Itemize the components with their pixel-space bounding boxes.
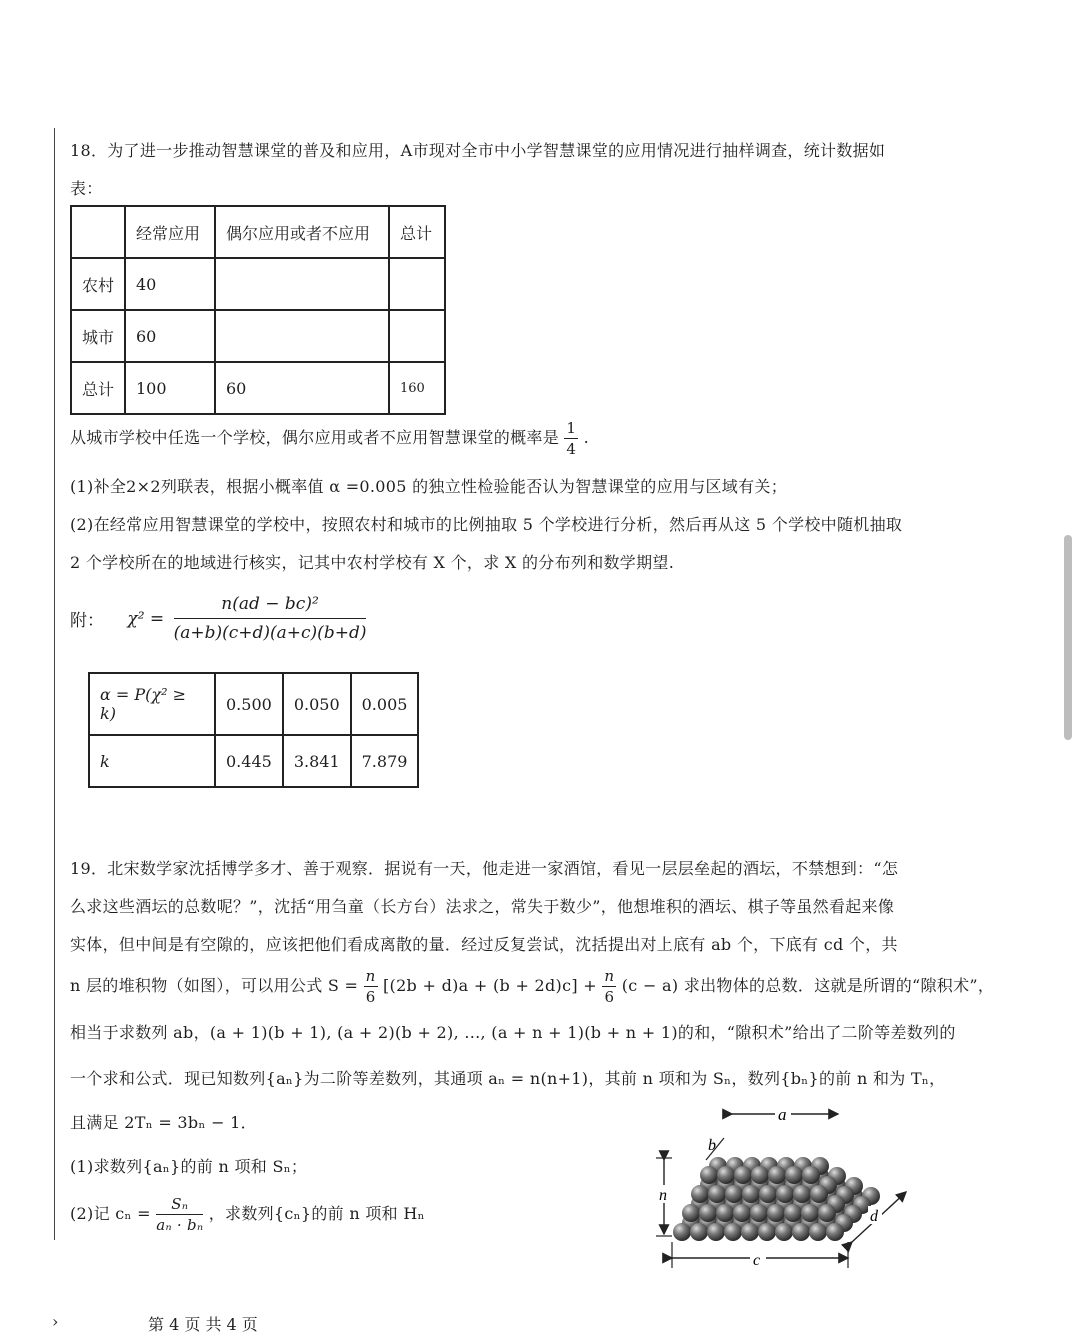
part2-fraction bbox=[156, 1194, 203, 1235]
table-cell bbox=[389, 258, 445, 310]
table-cell: 0.005 bbox=[351, 673, 419, 735]
sphere bbox=[785, 1166, 803, 1184]
sphere bbox=[776, 1185, 794, 1203]
label-b: b bbox=[708, 1137, 716, 1154]
formula-text: [(2b + d)a + (b + 2d)c] + bbox=[382, 976, 597, 995]
contingency-table bbox=[70, 205, 446, 415]
chi-square-lhs: χ² = bbox=[127, 608, 165, 629]
sphere bbox=[818, 1204, 836, 1222]
q19-line-5: 相当于求数列 ab，(a + 1)(b + 1), (a + 2)(b + 2), ..., (a + n + 1)(b + n + 1)的和，“隙积术”给出了二阶等差数列的 bbox=[70, 1023, 956, 1042]
footer-left-mark: › bbox=[52, 1312, 59, 1331]
q19-part-1: (1)求数列{aₙ}的前 n 项和 Sₙ； bbox=[70, 1157, 308, 1176]
sphere-pile bbox=[673, 1157, 880, 1241]
table-cell: 60 bbox=[125, 310, 215, 362]
sphere bbox=[682, 1204, 700, 1222]
q19-line-6: 一个求和公式．现已知数列{aₙ}为二阶等差数列，其通项 aₙ = n(n+1)，其前 n 项和为 Sₙ，数列{bₙ}的前 n 和为 Tₙ， bbox=[70, 1069, 946, 1088]
table-cell: 60 bbox=[215, 362, 389, 414]
sphere bbox=[734, 1166, 752, 1184]
sphere bbox=[691, 1185, 709, 1203]
sphere bbox=[767, 1204, 785, 1222]
q19-line-2: 么求这些酒坛的总数呢？”，沈括“用刍童（长方台）法求之，常失于数少”，他想堆积的酒坛、棋子等虽然看起来像 bbox=[70, 897, 895, 916]
table-cell bbox=[389, 310, 445, 362]
sphere bbox=[768, 1166, 786, 1184]
sphere bbox=[802, 1166, 820, 1184]
sphere bbox=[707, 1223, 725, 1241]
q18-line-2: 表： bbox=[70, 179, 103, 198]
formula-fraction-1 bbox=[364, 966, 378, 1007]
sphere bbox=[724, 1223, 742, 1241]
part2-text: (2)记 cₙ = bbox=[70, 1204, 151, 1223]
table-cell: k bbox=[89, 735, 215, 787]
sphere bbox=[793, 1185, 811, 1203]
label-c: c bbox=[753, 1252, 761, 1269]
sphere bbox=[801, 1204, 819, 1222]
fraction-denominator: 4 bbox=[566, 440, 577, 458]
q19-part-2 bbox=[70, 1194, 425, 1235]
sphere bbox=[733, 1204, 751, 1222]
sphere bbox=[725, 1185, 743, 1203]
probability-text: 从城市学校中任选一个学校，偶尔应用或者不应用智慧课堂的概率是 bbox=[70, 428, 560, 447]
q18-probability-line bbox=[70, 418, 589, 459]
q19-line-7: 且满足 2Tₙ = 3bₙ − 1． bbox=[70, 1113, 257, 1132]
table-cell: 总计 bbox=[71, 362, 125, 414]
formula-fraction-2 bbox=[602, 966, 616, 1007]
sphere bbox=[810, 1185, 828, 1203]
chi-square-denominator: (a+b)(c+d)(a+c)(b+d) bbox=[173, 623, 367, 643]
sphere bbox=[750, 1204, 768, 1222]
formula-text: n 层的堆积物（如图），可以用公式 S = bbox=[70, 976, 359, 995]
q18-part-1: (1)补全2×2列联表，根据小概率值 α =0.005 的独立性检验能否认为智慧课堂的应用与区域有关； bbox=[70, 477, 788, 496]
sphere bbox=[717, 1166, 735, 1184]
appendix-label: 附： bbox=[70, 611, 104, 631]
table-cell: 3.841 bbox=[283, 735, 351, 787]
table-cell: 0.050 bbox=[283, 673, 351, 735]
table-cell: 0.445 bbox=[215, 735, 283, 787]
sphere bbox=[826, 1223, 844, 1241]
sphere bbox=[792, 1223, 810, 1241]
sphere bbox=[759, 1185, 777, 1203]
table-header-cell: 总计 bbox=[389, 206, 445, 258]
table-cell bbox=[215, 310, 389, 362]
sphere bbox=[690, 1223, 708, 1241]
table-cell: 农村 bbox=[71, 258, 125, 310]
table-header-cell: 经常应用 bbox=[125, 206, 215, 258]
sphere bbox=[716, 1204, 734, 1222]
fraction-denominator: 6 bbox=[604, 988, 615, 1006]
table-cell: 40 bbox=[125, 258, 215, 310]
critical-value-table bbox=[88, 672, 419, 788]
fraction-numerator: 1 bbox=[566, 419, 577, 437]
sphere bbox=[784, 1204, 802, 1222]
label-a: a bbox=[778, 1105, 787, 1124]
sphere bbox=[751, 1166, 769, 1184]
stacked-spheres-figure bbox=[652, 1100, 922, 1280]
sphere bbox=[708, 1185, 726, 1203]
q18-part-2-line-1: (2)在经常应用智慧课堂的学校中，按照农村和城市的比例抽取 5 个学校进行分析，然后再从这 5 个学校中随机抽取 bbox=[70, 515, 903, 534]
label-d: d bbox=[870, 1208, 878, 1225]
table-cell: 7.879 bbox=[351, 735, 419, 787]
q18-part-2-line-2: 2 个学校所在的地域进行核实，记其中农村学校有 X 个，求 X 的分布列和数学期望. bbox=[70, 553, 675, 572]
table-cell: 160 bbox=[389, 362, 445, 414]
table-cell: 0.500 bbox=[215, 673, 283, 735]
sphere bbox=[775, 1223, 793, 1241]
table-header-cell: 偶尔应用或者不应用 bbox=[215, 206, 389, 258]
sphere bbox=[758, 1223, 776, 1241]
formula-text: (c − a) 求出物体的总数．这就是所谓的“隙积术”， bbox=[621, 976, 995, 995]
fraction-denominator: aₙ · bₙ bbox=[156, 1216, 204, 1234]
q19-line-3: 实体，但中间是有空隙的，应该把他们看成离散的量．经过反复尝试，沈括提出对上底有 ab 个，下底有 cd 个，共 bbox=[70, 935, 898, 954]
sphere bbox=[673, 1223, 691, 1241]
chi-square-formula bbox=[70, 590, 366, 647]
left-margin-rule bbox=[54, 128, 55, 1240]
sphere bbox=[700, 1166, 718, 1184]
table-cell bbox=[215, 258, 389, 310]
sphere bbox=[741, 1223, 759, 1241]
q19-line-4 bbox=[70, 966, 994, 1007]
fraction-numerator: n bbox=[604, 967, 615, 985]
table-cell: α = P(χ² ≥ k) bbox=[89, 673, 215, 735]
chi-square-numerator: n(ad − bc)² bbox=[174, 590, 367, 619]
table-cell: 城市 bbox=[71, 310, 125, 362]
q18-line-1: 18．为了进一步推动智慧课堂的普及和应用，A市现对全市中小学智慧课堂的应用情况进行抽样调查，统计数据如 bbox=[70, 141, 886, 160]
sphere bbox=[809, 1223, 827, 1241]
scrollbar-thumb[interactable] bbox=[1064, 535, 1072, 740]
q19-line-1: 19．北宋数学家沈括博学多才、善于观察．据说有一天，他走进一家酒馆，看见一层层垒起的酒坛，不禁想到：“怎 bbox=[70, 859, 899, 878]
table-cell: 100 bbox=[125, 362, 215, 414]
fraction-numerator: n bbox=[365, 967, 376, 985]
label-n: n bbox=[659, 1187, 667, 1204]
probability-fraction bbox=[564, 418, 578, 459]
sphere bbox=[742, 1185, 760, 1203]
page-number: 第 4 页 共 4 页 bbox=[148, 1315, 258, 1334]
fraction-numerator: Sₙ bbox=[156, 1194, 203, 1215]
fraction-denominator: 6 bbox=[365, 988, 376, 1006]
part2-text: ，求数列{cₙ}的前 n 项和 Hₙ bbox=[208, 1204, 425, 1223]
table-header-cell bbox=[71, 206, 125, 258]
sphere bbox=[699, 1204, 717, 1222]
probability-end: . bbox=[583, 428, 590, 447]
chi-square-fraction bbox=[174, 590, 367, 647]
